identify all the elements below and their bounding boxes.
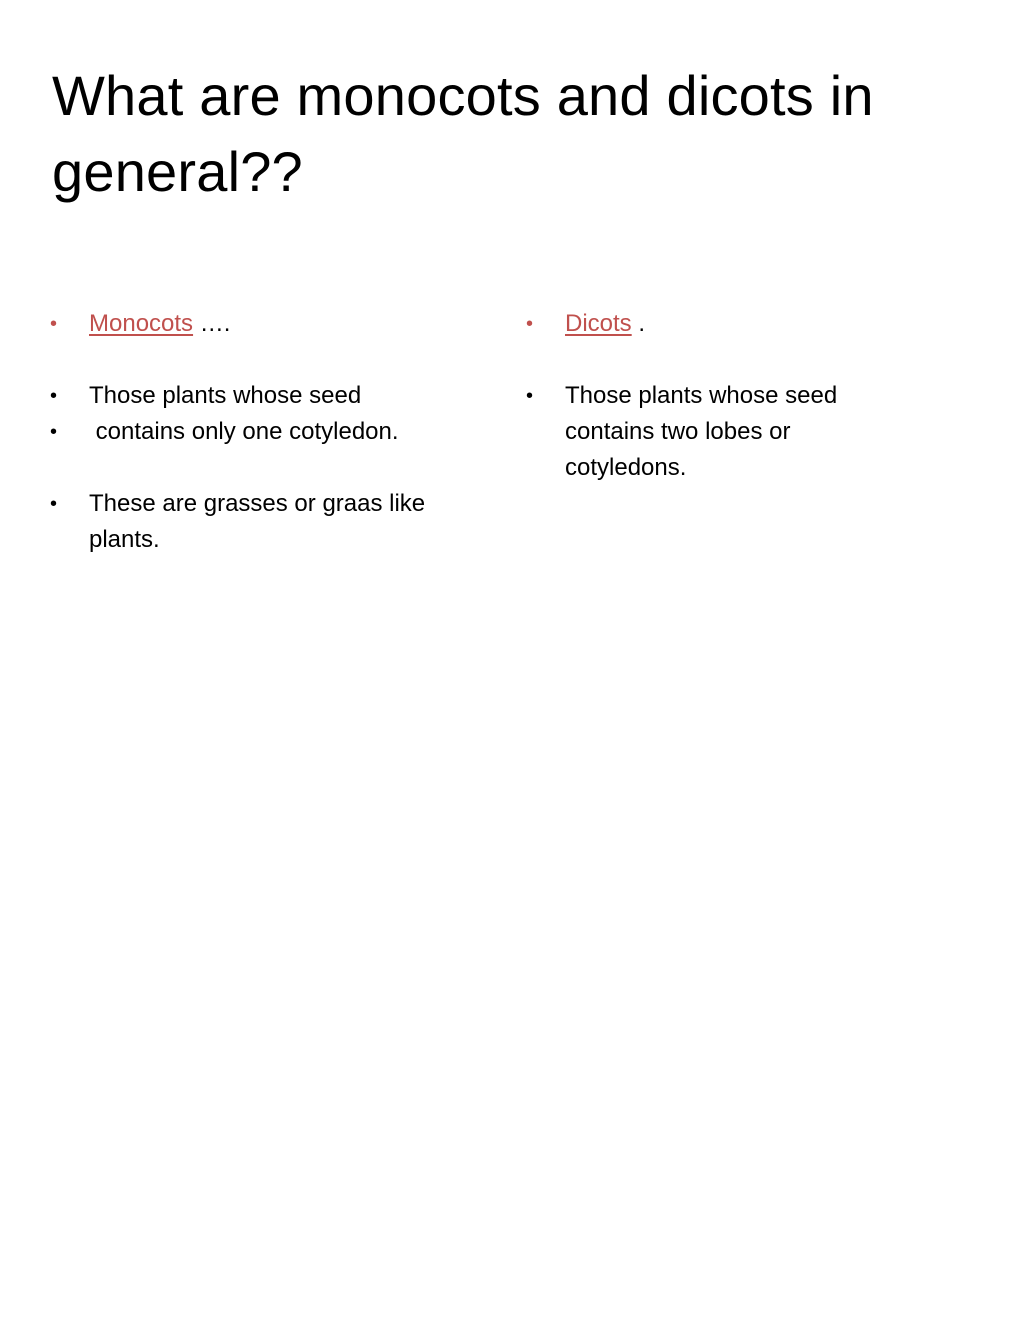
bullet-icon: • — [50, 493, 58, 515]
monocots-definition-line2: contains only one cotyledon. — [89, 418, 399, 445]
bullet-icon: • — [50, 421, 58, 443]
bullet-icon: • — [50, 313, 58, 335]
dicots-definition: Those plants whose seed contains two lobes or cotyledons. — [565, 382, 838, 481]
monocots-heading — [50, 306, 450, 342]
monocots-example: These are grasses or graas like plants. — [89, 490, 426, 553]
dicots-heading-suffix: . — [631, 310, 646, 337]
monocots-definition-line1: Those plants whose seed — [89, 382, 362, 409]
slide-title: What are monocots and dicots in general?? — [52, 64, 874, 203]
monocots-column — [50, 306, 450, 558]
dicots-link[interactable]: Dicots — [565, 310, 632, 337]
bullet-icon: • — [50, 385, 58, 407]
bullet-icon: • — [526, 385, 534, 407]
spacer — [50, 450, 450, 486]
spacer — [526, 342, 926, 378]
list-item — [50, 378, 450, 414]
dicots-heading — [526, 306, 926, 342]
list-item — [526, 378, 895, 486]
monocots-link[interactable]: Monocots — [89, 310, 194, 337]
spacer — [50, 342, 450, 378]
list-item — [50, 486, 450, 558]
monocots-heading-suffix: …. — [193, 310, 231, 337]
bullet-icon: • — [526, 313, 534, 335]
list-item — [50, 414, 450, 450]
dicots-column — [526, 306, 926, 486]
